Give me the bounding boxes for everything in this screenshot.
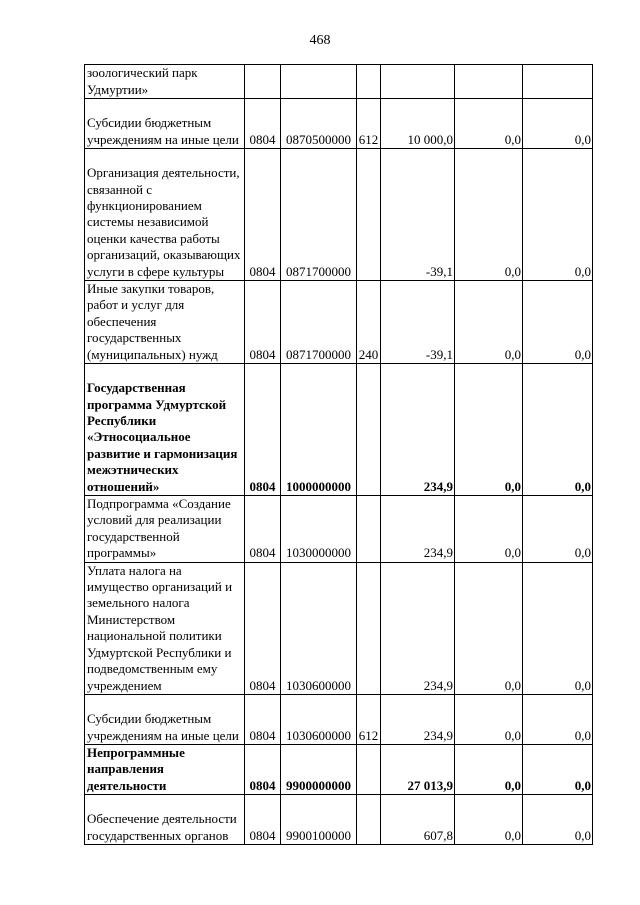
row-name: Уплата налога на имущество организаций и земельного налога Министерством национальной политики Удмуртской Республики и подведомственным ему учреждением: [85, 562, 245, 694]
row-name: Организация деятельности, связанной с функционированием системы независимой оценки качества работы организаций, оказывающих услуги в сфере культуры: [85, 149, 245, 281]
table-row: [85, 744, 593, 794]
row-target-article: [281, 65, 357, 99]
table-row: [85, 65, 593, 99]
row-amount-3: [523, 65, 593, 99]
row-amount-1: 234,9: [381, 496, 455, 563]
row-target-article: 0871700000: [281, 149, 357, 281]
table-row: [85, 99, 593, 149]
table-row: [85, 364, 593, 496]
row-amount-1: -39,1: [381, 149, 455, 281]
row-amount-3: 0,0: [523, 795, 593, 845]
row-expense-type: 612: [357, 694, 381, 744]
row-amount-3: 0,0: [523, 149, 593, 281]
row-target-article: 0871700000: [281, 281, 357, 364]
table-row: [85, 281, 593, 364]
row-amount-3: 0,0: [523, 562, 593, 694]
row-amount-2: 0,0: [455, 694, 523, 744]
row-target-article: 9900000000: [281, 744, 357, 794]
row-expense-type: 240: [357, 281, 381, 364]
row-section-code: 0804: [245, 744, 281, 794]
row-amount-1: [381, 65, 455, 99]
row-target-article: 1000000000: [281, 364, 357, 496]
row-amount-2: [455, 65, 523, 99]
row-name: Непрограммные направления деятельности: [85, 744, 245, 794]
row-name: Подпрограмма «Создание условий для реализации государственной программы»: [85, 496, 245, 563]
table-row: [85, 562, 593, 694]
row-amount-3: 0,0: [523, 99, 593, 149]
row-expense-type: [357, 496, 381, 563]
row-expense-type: [357, 65, 381, 99]
budget-table: [84, 64, 593, 845]
row-expense-type: [357, 364, 381, 496]
row-section-code: 0804: [245, 795, 281, 845]
table-row: [85, 149, 593, 281]
row-name: Обеспечение деятельности государственных органов: [85, 795, 245, 845]
row-target-article: 1030000000: [281, 496, 357, 563]
row-amount-1: 234,9: [381, 364, 455, 496]
row-amount-2: 0,0: [455, 281, 523, 364]
row-amount-2: 0,0: [455, 496, 523, 563]
row-expense-type: [357, 562, 381, 694]
row-amount-1: 234,9: [381, 562, 455, 694]
row-name: Субсидии бюджетным учреждениям на иные цели: [85, 694, 245, 744]
row-amount-1: 607,8: [381, 795, 455, 845]
row-amount-1: -39,1: [381, 281, 455, 364]
row-amount-3: 0,0: [523, 364, 593, 496]
row-amount-2: 0,0: [455, 562, 523, 694]
row-amount-2: 0,0: [455, 795, 523, 845]
row-amount-3: 0,0: [523, 744, 593, 794]
table-row: [85, 795, 593, 845]
row-section-code: 0804: [245, 149, 281, 281]
row-section-code: 0804: [245, 562, 281, 694]
row-amount-3: 0,0: [523, 281, 593, 364]
row-target-article: 1030600000: [281, 562, 357, 694]
row-section-code: 0804: [245, 364, 281, 496]
row-amount-2: 0,0: [455, 149, 523, 281]
row-section-code: 0804: [245, 496, 281, 563]
row-section-code: 0804: [245, 99, 281, 149]
row-section-code: [245, 65, 281, 99]
row-amount-2: 0,0: [455, 364, 523, 496]
row-amount-3: 0,0: [523, 694, 593, 744]
row-target-article: 9900100000: [281, 795, 357, 845]
row-target-article: 1030600000: [281, 694, 357, 744]
row-name: Субсидии бюджетным учреждениям на иные цели: [85, 99, 245, 149]
row-target-article: 0870500000: [281, 99, 357, 149]
page-number: 468: [309, 33, 331, 48]
row-amount-1: 10 000,0: [381, 99, 455, 149]
row-section-code: 0804: [245, 694, 281, 744]
row-name: Государственная программа Удмуртской Республики «Этносоциальное развитие и гармонизация межэтнических отношений»: [85, 364, 245, 496]
row-section-code: 0804: [245, 281, 281, 364]
row-expense-type: [357, 149, 381, 281]
row-expense-type: [357, 744, 381, 794]
row-amount-1: 234,9: [381, 694, 455, 744]
table-row: [85, 694, 593, 744]
table-row: [85, 496, 593, 563]
row-name: зоологический парк Удмуртии»: [85, 65, 245, 99]
row-expense-type: 612: [357, 99, 381, 149]
row-amount-2: 0,0: [455, 99, 523, 149]
row-amount-1: 27 013,9: [381, 744, 455, 794]
row-amount-3: 0,0: [523, 496, 593, 563]
row-expense-type: [357, 795, 381, 845]
row-amount-2: 0,0: [455, 744, 523, 794]
row-name: Иные закупки товаров, работ и услуг для обеспечения государственных (муниципальных) нужд: [85, 281, 245, 364]
